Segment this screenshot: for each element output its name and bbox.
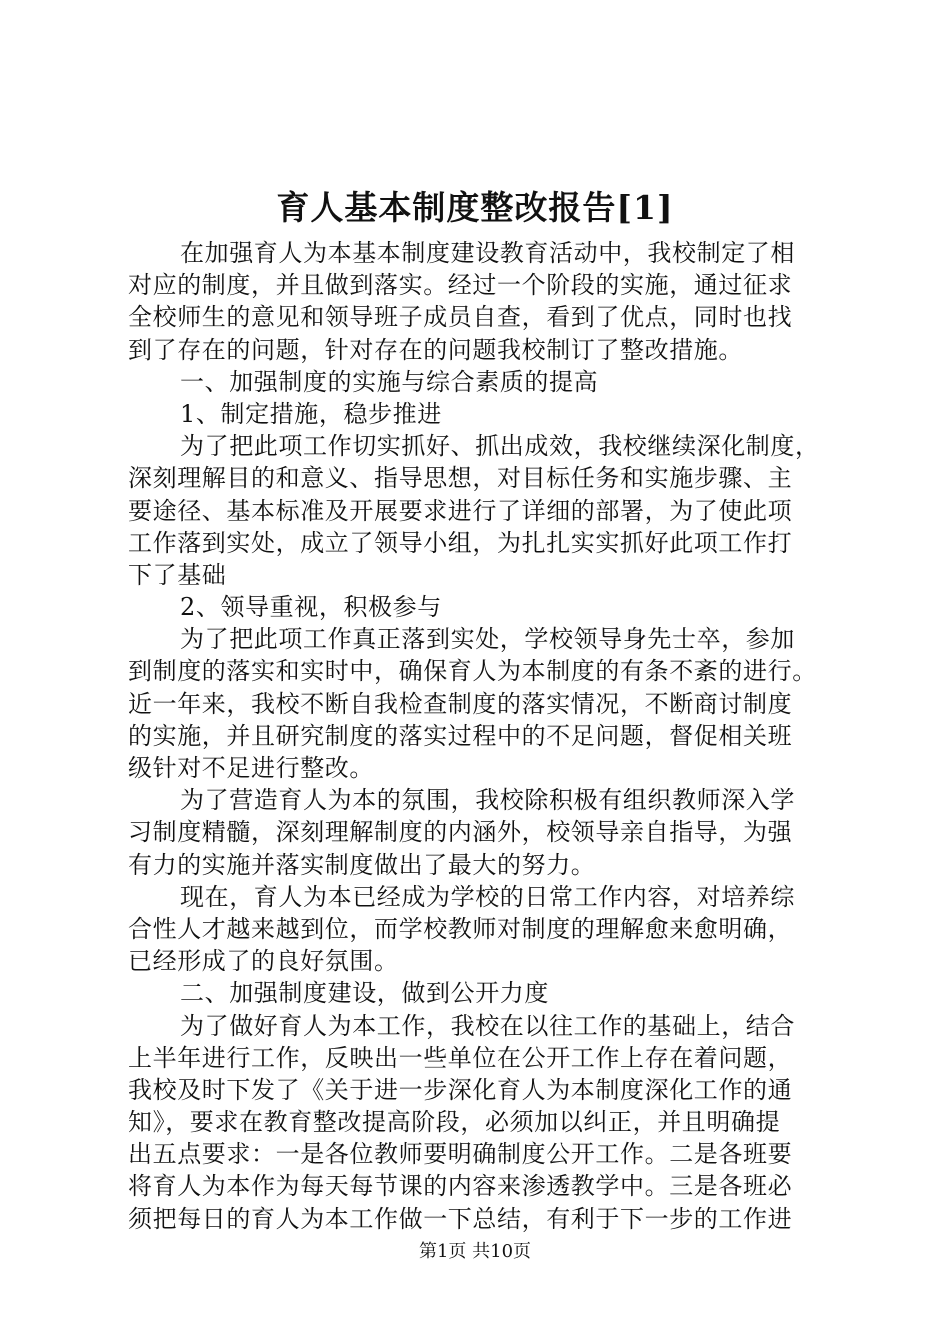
text-line: 为了营造育人为本的氛围，我校除积极有组织教师深入学	[180, 786, 795, 815]
text-line: 知》，要求在教育整改提高阶段，必须加以纠正，并且明确提	[128, 1108, 781, 1137]
text-line: 工作落到实处，成立了领导小组，为扎扎实实抓好此项工作打	[128, 528, 793, 557]
document-title: 育人基本制度整改报告[1]	[276, 188, 674, 227]
text-line: 的实施，并且研究制度的落实过程中的不足问题，督促相关班	[128, 721, 793, 750]
text-line: 近一年来，我校不断自我检查制度的落实情况，不断商讨制度	[128, 689, 793, 718]
text-line: 下了基础	[128, 560, 227, 589]
text-line: 全校师生的意见和领导班子成员自查，看到了优点，同时也找	[128, 303, 793, 332]
subsection-heading: 2、领导重视，积极参与	[180, 593, 442, 622]
text-line: 现在，育人为本已经成为学校的日常工作内容，对培养综	[180, 882, 795, 911]
text-line: 须把每日的育人为本工作做一下总结，有利于下一步的工作进	[128, 1204, 793, 1233]
section-heading: 一、加强制度的实施与综合素质的提高	[180, 367, 599, 396]
text-line: 上半年进行工作，反映出一些单位在公开工作上存在着问题，	[128, 1043, 793, 1072]
text-line: 已经形成了的良好氛围。	[128, 947, 399, 976]
section-heading: 二、加强制度建设，做到公开力度	[180, 979, 549, 1008]
page-footer: 第1页 共10页	[418, 1241, 532, 1262]
text-line: 有力的实施并落实制度做出了最大的努力。	[128, 850, 596, 879]
text-line: 对应的制度，并且做到落实。经过一个阶段的实施，通过征求	[128, 271, 793, 300]
text-line: 要途径、基本标准及开展要求进行了详细的部署，为了使此项	[128, 496, 793, 525]
text-line: 将育人为本作为每天每节课的内容来渗透教学中。三是各班必	[128, 1172, 793, 1201]
document-body	[128, 237, 840, 1235]
text-line: 为了把此项工作真正落到实处，学校领导身先士卒，参加	[180, 625, 795, 654]
text-line: 到了存在的问题，针对存在的问题我校制订了整改措施。	[128, 335, 743, 364]
text-line: 在加强育人为本基本制度建设教育活动中，我校制定了相	[180, 239, 795, 267]
text-line: 习制度精髓，深刻理解制度的内涵外，校领导亲自指导，为强	[128, 818, 793, 847]
text-line: 到制度的落实和实时中，确保育人为本制度的有条不紊的进行。	[128, 657, 817, 686]
text-line: 深刻理解目的和意义、指导思想，对目标任务和实施步骤、主	[128, 464, 793, 493]
text-line: 为了把此项工作切实抓好、抓出成效，我校继续深化制度，	[180, 432, 820, 461]
text-line: 我校及时下发了《关于进一步深化育人为本制度深化工作的通	[128, 1075, 793, 1104]
subsection-heading: 1、制定措施，稳步推进	[180, 399, 442, 428]
text-line: 合性人才越来越到位，而学校教师对制度的理解愈来愈明确，	[128, 914, 793, 943]
text-line: 为了做好育人为本工作，我校在以往工作的基础上，结合	[180, 1011, 795, 1040]
text-line: 级针对不足进行整改。	[128, 754, 374, 782]
text-line: 出五点要求：一是各位教师要明确制度公开工作。二是各班要	[128, 1140, 793, 1169]
